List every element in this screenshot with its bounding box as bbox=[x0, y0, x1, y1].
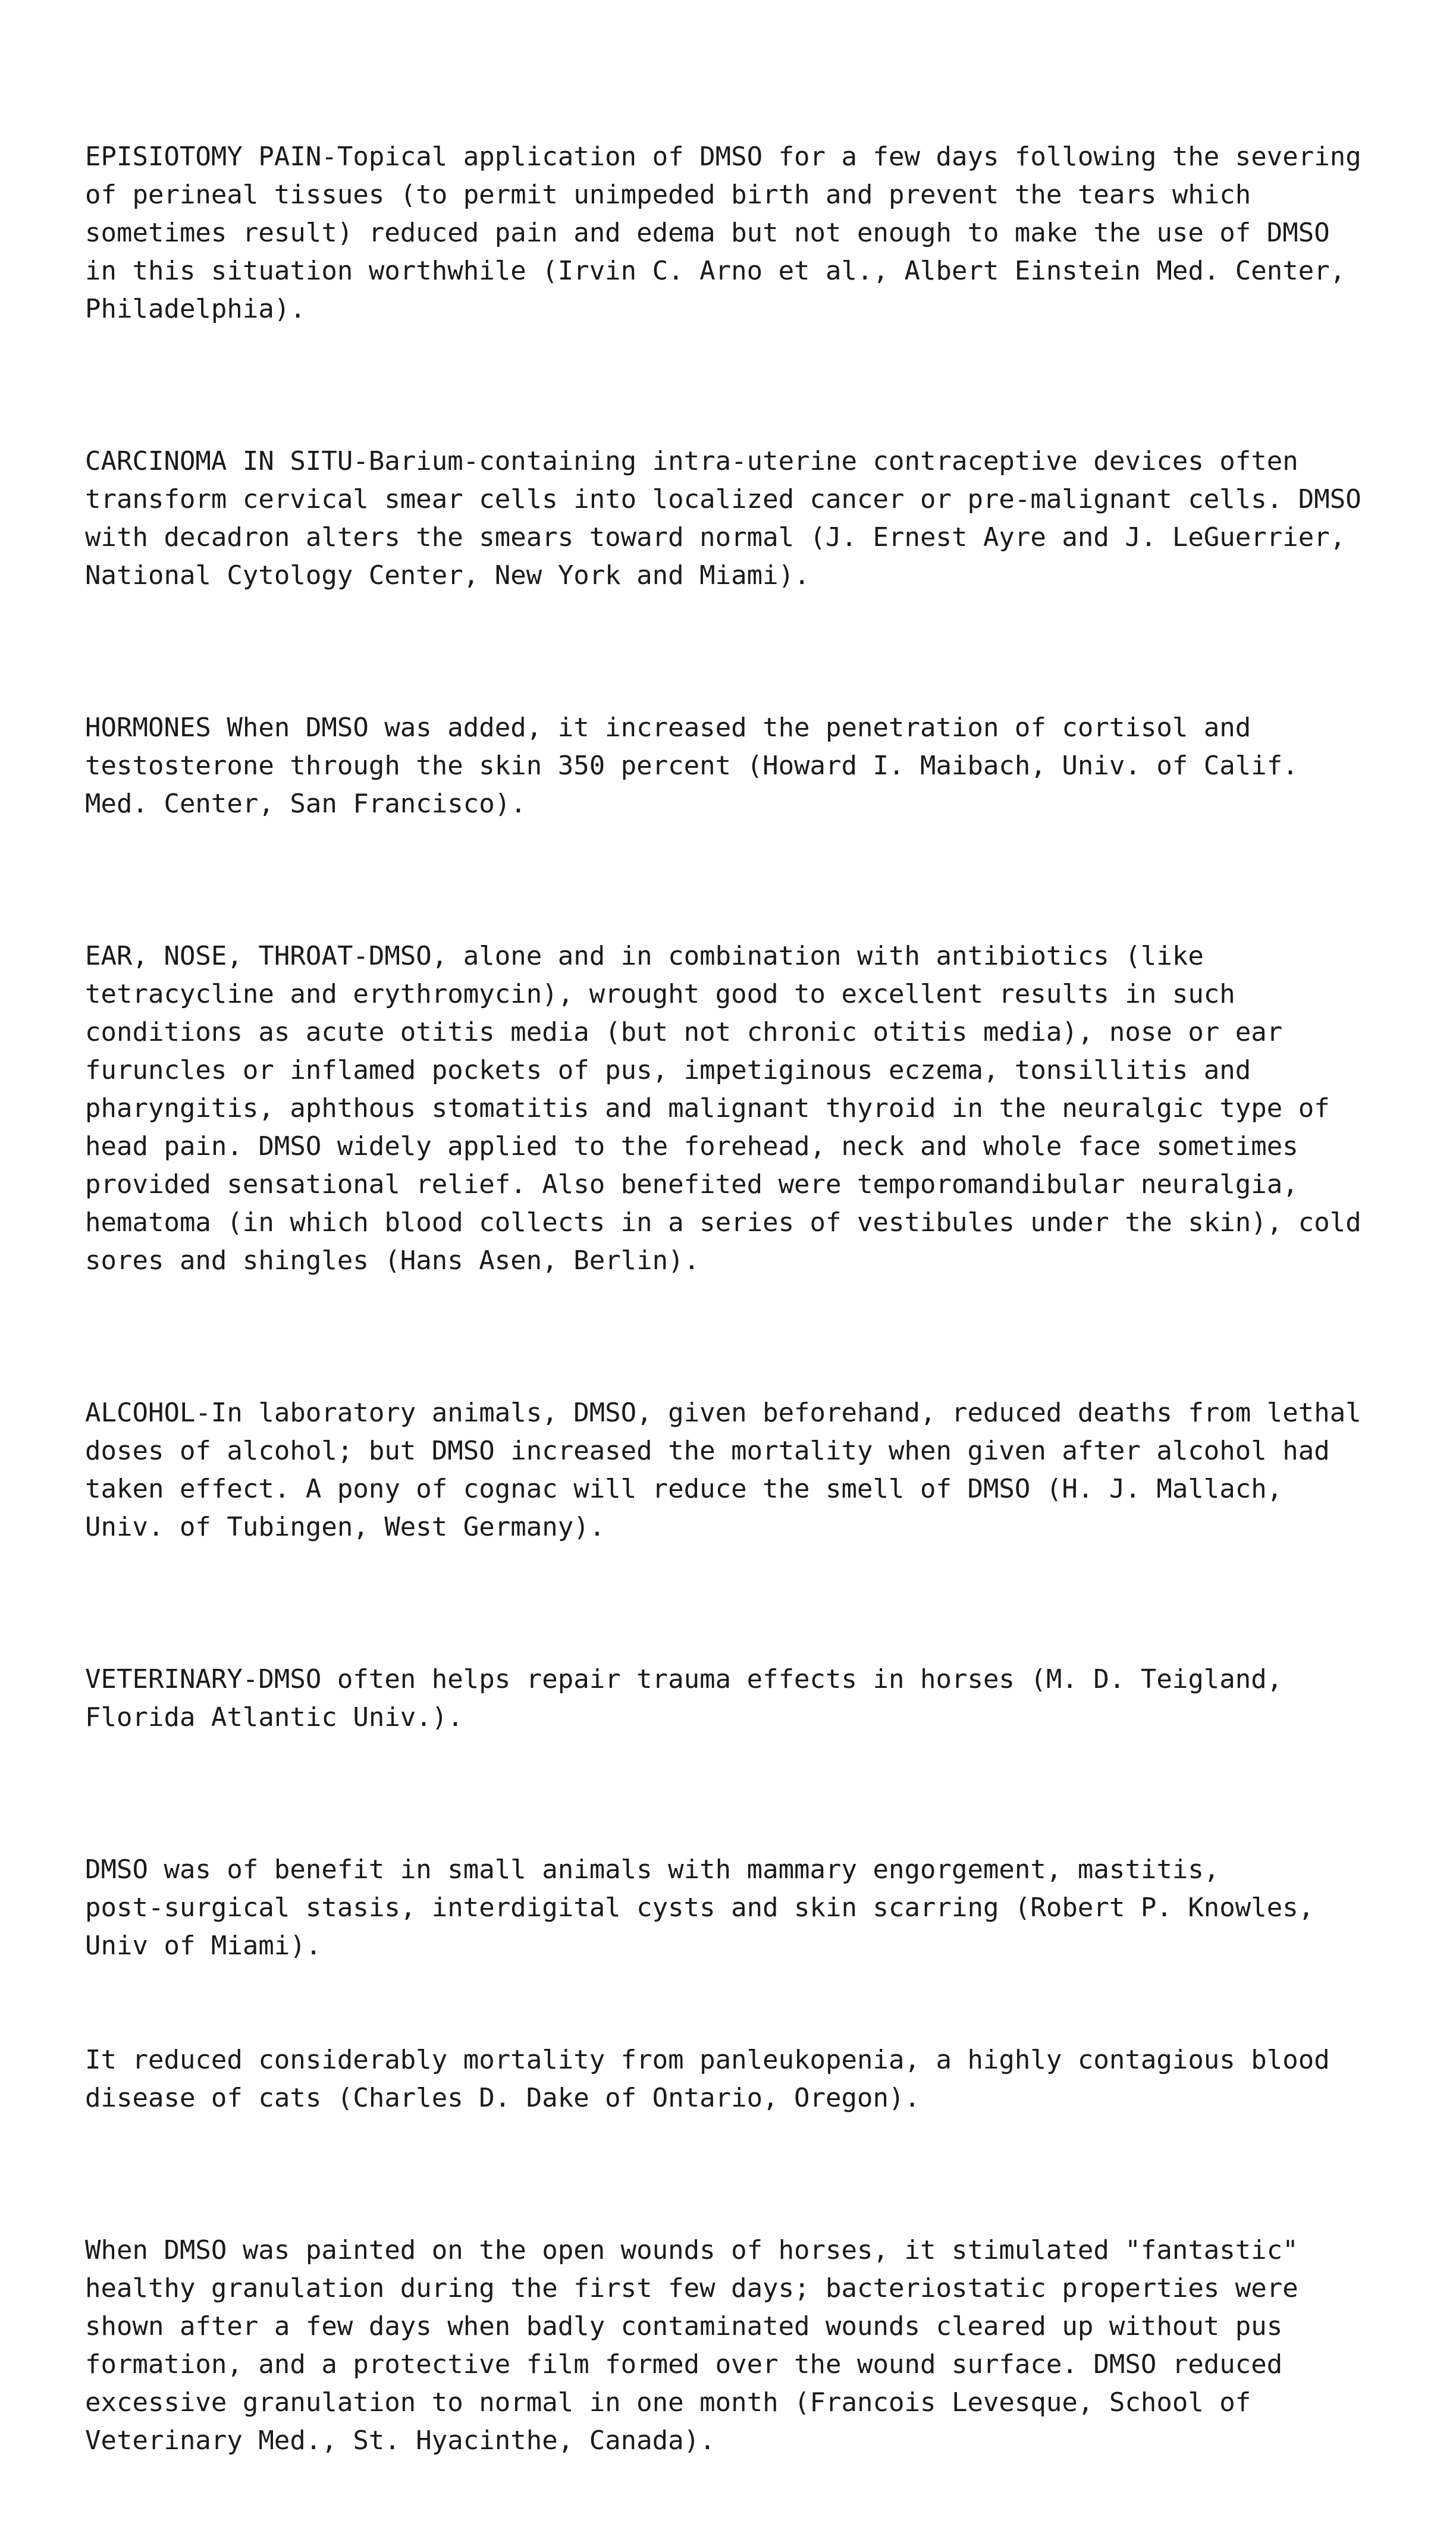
paragraph-veterinary: VETERINARY-DMSO often helps repair trauma effects in horses (M. D. Teigland, Florida Atlantic Univ.). bbox=[85, 1664, 1283, 1732]
document-page bbox=[85, 62, 1394, 2536]
paragraph-cats-panleukopenia: It reduced considerably mortality from panleukopenia, a highly contagious blood disease of cats (Charles D. Dake of Ontario, Oregon). bbox=[85, 2045, 1330, 2113]
paragraph-horses-wounds: When DMSO was painted on the open wounds of horses, it stimulated "fantastic" healthy granulation during the first few days; bacteriostatic properties were shown after a few days when badly contaminated wounds cleared up without pus formation, and a protective film formed over the wound surface. DMSO reduced excessive granulation to normal in one month (Francois Levesque, School of Veterinary Med., St. Hyacinthe, Canada). bbox=[85, 2235, 1298, 2456]
paragraph-episiotomy-pain: EPISIOTOMY PAIN-Topical application of DMSO for a few days following the severing of perineal tissues (to permit unimpeded birth and prevent the tears which sometimes result) reduced pain and edema but not enough to make the use of DMSO in this situation worthwhile (Irvin C. Arno et al., Albert Einstein Med. Center, Philadelphia). bbox=[85, 142, 1361, 324]
paragraph-ear-nose-throat: EAR, NOSE, THROAT-DMSO, alone and in combination with antibiotics (like tetracycline and erythromycin), wrought good to excellent results in such conditions as acute otitis media (but not chronic otitis media), nose or ear furuncles or inflamed pockets of pus, impetiginous eczema, tonsillitis and pharyngitis, aphthous stomatitis and malignant thyroid in the neuralgic type of head pain. DMSO widely applied to the forehead, neck and whole face sometimes provided sensational relief. Also benefited were temporomandibular neuralgia, hematoma (in which blood collects in a series of vestibules under the skin), cold sores and shingles (Hans Asen, Berlin). bbox=[85, 941, 1361, 1276]
paragraph-carcinoma-in-situ: CARCINOMA IN SITU-Barium-containing intra-uterine contraceptive devices often transform cervical smear cells into localized cancer or pre-malignant cells. DMSO with decadron alters the smears toward normal (J. Ernest Ayre and J. LeGuerrier, National Cytology Center, New York and Miami). bbox=[85, 446, 1361, 591]
paragraph-hormones: HORMONES When DMSO was added, it increased the penetration of cortisol and testosterone through the skin 350 percent (Howard I. Maibach, Univ. of Calif. Med. Center, San Francisco). bbox=[85, 713, 1298, 819]
paragraph-alcohol: ALCOHOL-In laboratory animals, DMSO, given beforehand, reduced deaths from lethal doses of alcohol; but DMSO increased the mortality when given after alcohol had taken effect. A pony of cognac will reduce the smell of DMSO (H. J. Mallach, Univ. of Tubingen, West Germany). bbox=[85, 1398, 1361, 1542]
paragraph-small-animals: DMSO was of benefit in small animals with mammary engorgement, mastitis, post-surgical stasis, interdigital cysts and skin scarring (Robert P. Knowles, Univ of Miami). bbox=[85, 1854, 1314, 1961]
